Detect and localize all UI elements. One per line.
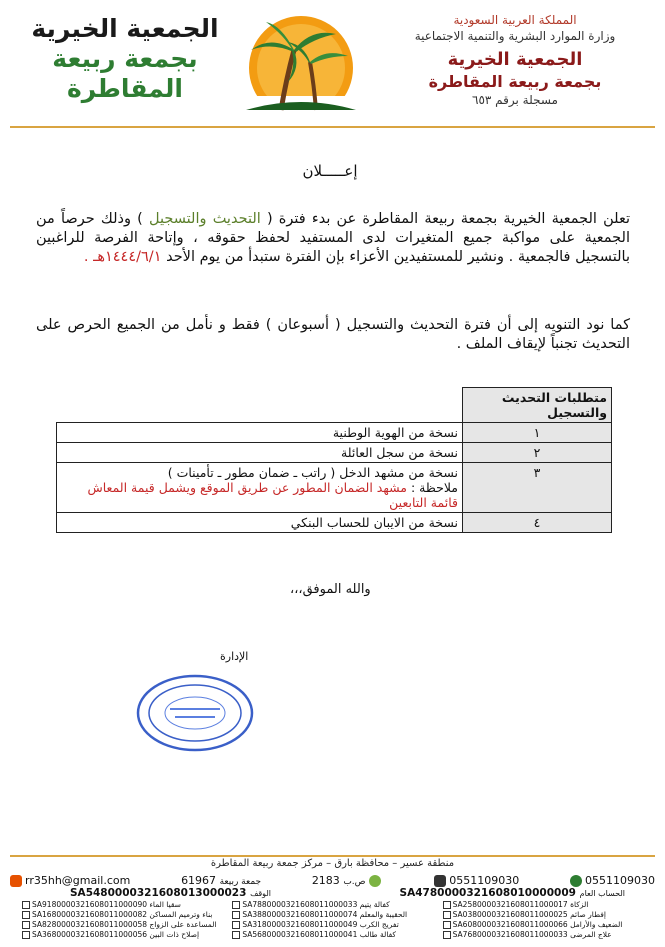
para1-start: تعلن الجمعية الخيرية بجمعة ربيعة المقاطرة عن بدء فترة (	[266, 211, 630, 227]
table-row	[57, 513, 612, 533]
bank-account: SA3180000321608011000049 تفريج الكرب	[232, 920, 436, 929]
account-box-icon	[443, 921, 451, 929]
table-header-row	[57, 388, 612, 423]
phone-icon	[434, 875, 446, 887]
official-stamp	[135, 673, 255, 753]
header-kingdom: المملكة العربية السعودية	[453, 13, 577, 27]
header-left-line2: بجمعة ربيعة	[52, 44, 198, 73]
bank-account: SA5680000321608011000041 كفالة طالب	[232, 930, 436, 939]
header-registration: مسجلة برقم ٦٥٣	[472, 93, 558, 107]
header-divider	[10, 126, 655, 128]
header-left-title	[30, 14, 220, 104]
account-box-icon	[443, 931, 451, 939]
bank-account: SA8280000321608011000058 المساعدة على الزواج	[22, 920, 226, 929]
table-header-spacer	[57, 388, 463, 423]
row-text: نسخة من الايبان للحساب البنكي	[57, 513, 463, 533]
requirements-table	[56, 387, 612, 533]
account-box-icon	[232, 911, 240, 919]
bank-account: SA0380000321608011000025 إفطار صائم	[443, 910, 647, 919]
row-text: نسخة من سجل العائلة	[57, 443, 463, 463]
account-box-icon	[232, 921, 240, 929]
para1-paren: )	[137, 211, 143, 227]
mailbox-icon	[369, 875, 381, 887]
footer-address: منطقة عسير – محافظة بارق – مركز جمعة ربيعة المقاطرة	[210, 858, 455, 869]
row-number: ٤	[463, 513, 612, 533]
waqf-account: SA5480000321608013000023 الوقف	[70, 887, 271, 899]
header-right-block	[380, 12, 650, 108]
bank-accounts-grid	[22, 900, 647, 939]
row-text: نسخة من الهوية الوطنية	[57, 423, 463, 443]
footer-phone: 0551109030	[434, 874, 519, 887]
note-text: مشهد الضمان المطور عن طريق الموقع ويشمل قيمة المعاش قائمة التابعين	[87, 480, 458, 510]
account-box-icon	[22, 921, 30, 929]
bank-account: SA3680000321608011000056 إصلاح ذات البين	[22, 930, 226, 939]
bank-account: SA1680000321608011000082 بناء وترميم المساكن	[22, 910, 226, 919]
bank-account: SA3880000321608011000074 الحقيبة والمعلم	[232, 910, 436, 919]
para1-body: وذلك حرصاً من الجمعية على مواكبة جميع المتغيرات لدى المستفيد لحفظ حقوقه ، وإتاحة الفرصة للراغبين بالتسجيل فالجمعية . ونشير للمستفيدين الأعزاء بإن الفترة ستبدأ من يوم الأحد	[36, 211, 630, 265]
bank-account: SA9180000321608011000090 سقيا الماء	[22, 900, 226, 909]
closing-text: والله الموفق،،،	[290, 582, 371, 597]
administration-label: الإدارة	[220, 650, 249, 663]
footer-contact-row	[10, 874, 655, 887]
header-ministry: وزارة الموارد البشرية والتنمية الاجتماعية	[414, 29, 616, 43]
table-row	[57, 423, 612, 443]
header-org-name: الجمعية الخيرية	[447, 49, 583, 70]
account-box-icon	[443, 911, 451, 919]
announcement-paragraph-2: كما نود التنويه إلى أن فترة التحديث والتسجيل ( أسبوعان ) فقط و نأمل من الجميع الحرص على التحديث تجنباً لإيقاف الملف .	[36, 317, 630, 352]
row-number: ٣	[463, 463, 612, 513]
footer-divider	[10, 855, 655, 857]
start-date: ١٤٤٤/٦/١هـ .	[83, 249, 162, 265]
income-proof-note	[61, 480, 458, 510]
table-header: متطلبات التحديث والتسجيل	[463, 388, 612, 423]
announcement-title: إعـــــلان	[302, 162, 358, 180]
table-row	[57, 443, 612, 463]
footer-main-accounts	[10, 887, 655, 899]
footer-email: rr35hh@gmail.com	[10, 874, 130, 887]
table-row	[57, 463, 612, 513]
income-proof-text: نسخة من مشهد الدخل ( راتب ـ ضمان مطور ـ تأمينات )	[167, 465, 458, 480]
account-box-icon	[443, 901, 451, 909]
whatsapp-icon	[570, 875, 582, 887]
row-number: ٢	[463, 443, 612, 463]
account-box-icon	[22, 931, 30, 939]
palm-logo	[226, 10, 376, 122]
general-account: SA4780000321608010000009 الحساب العام	[399, 887, 625, 899]
footer-pobox: 2183 ص.ب	[312, 874, 384, 887]
footer-postal: 61967 جمعة ربيعة	[181, 874, 262, 887]
row-text	[57, 463, 463, 513]
account-box-icon	[232, 901, 240, 909]
mail-icon	[10, 875, 22, 887]
header-org-location: بجمعة ربيعة المقاطرة	[428, 72, 602, 91]
bank-account: SA7880000321608011000033 كفالة يتيم	[232, 900, 436, 909]
bank-account: SA6080000321608011000066 الضعيف والأرامل	[443, 920, 647, 929]
para1-highlight: التحديث والتسجيل	[149, 211, 261, 227]
account-box-icon	[22, 911, 30, 919]
bank-account: SA2580000321608011000017 الزكاة	[443, 900, 647, 909]
account-box-icon	[22, 901, 30, 909]
footer-whatsapp: 0551109030	[570, 874, 655, 887]
note-label: ملاحظة :	[410, 480, 458, 495]
row-number: ١	[463, 423, 612, 443]
header-left-line3: المقاطرة	[67, 74, 183, 103]
announcement-paragraph-1	[36, 210, 630, 267]
header-left-line1: الجمعية الخيرية	[31, 14, 219, 43]
account-box-icon	[232, 931, 240, 939]
bank-account: SA7680000321608011000033 علاج المرضى	[443, 930, 647, 939]
